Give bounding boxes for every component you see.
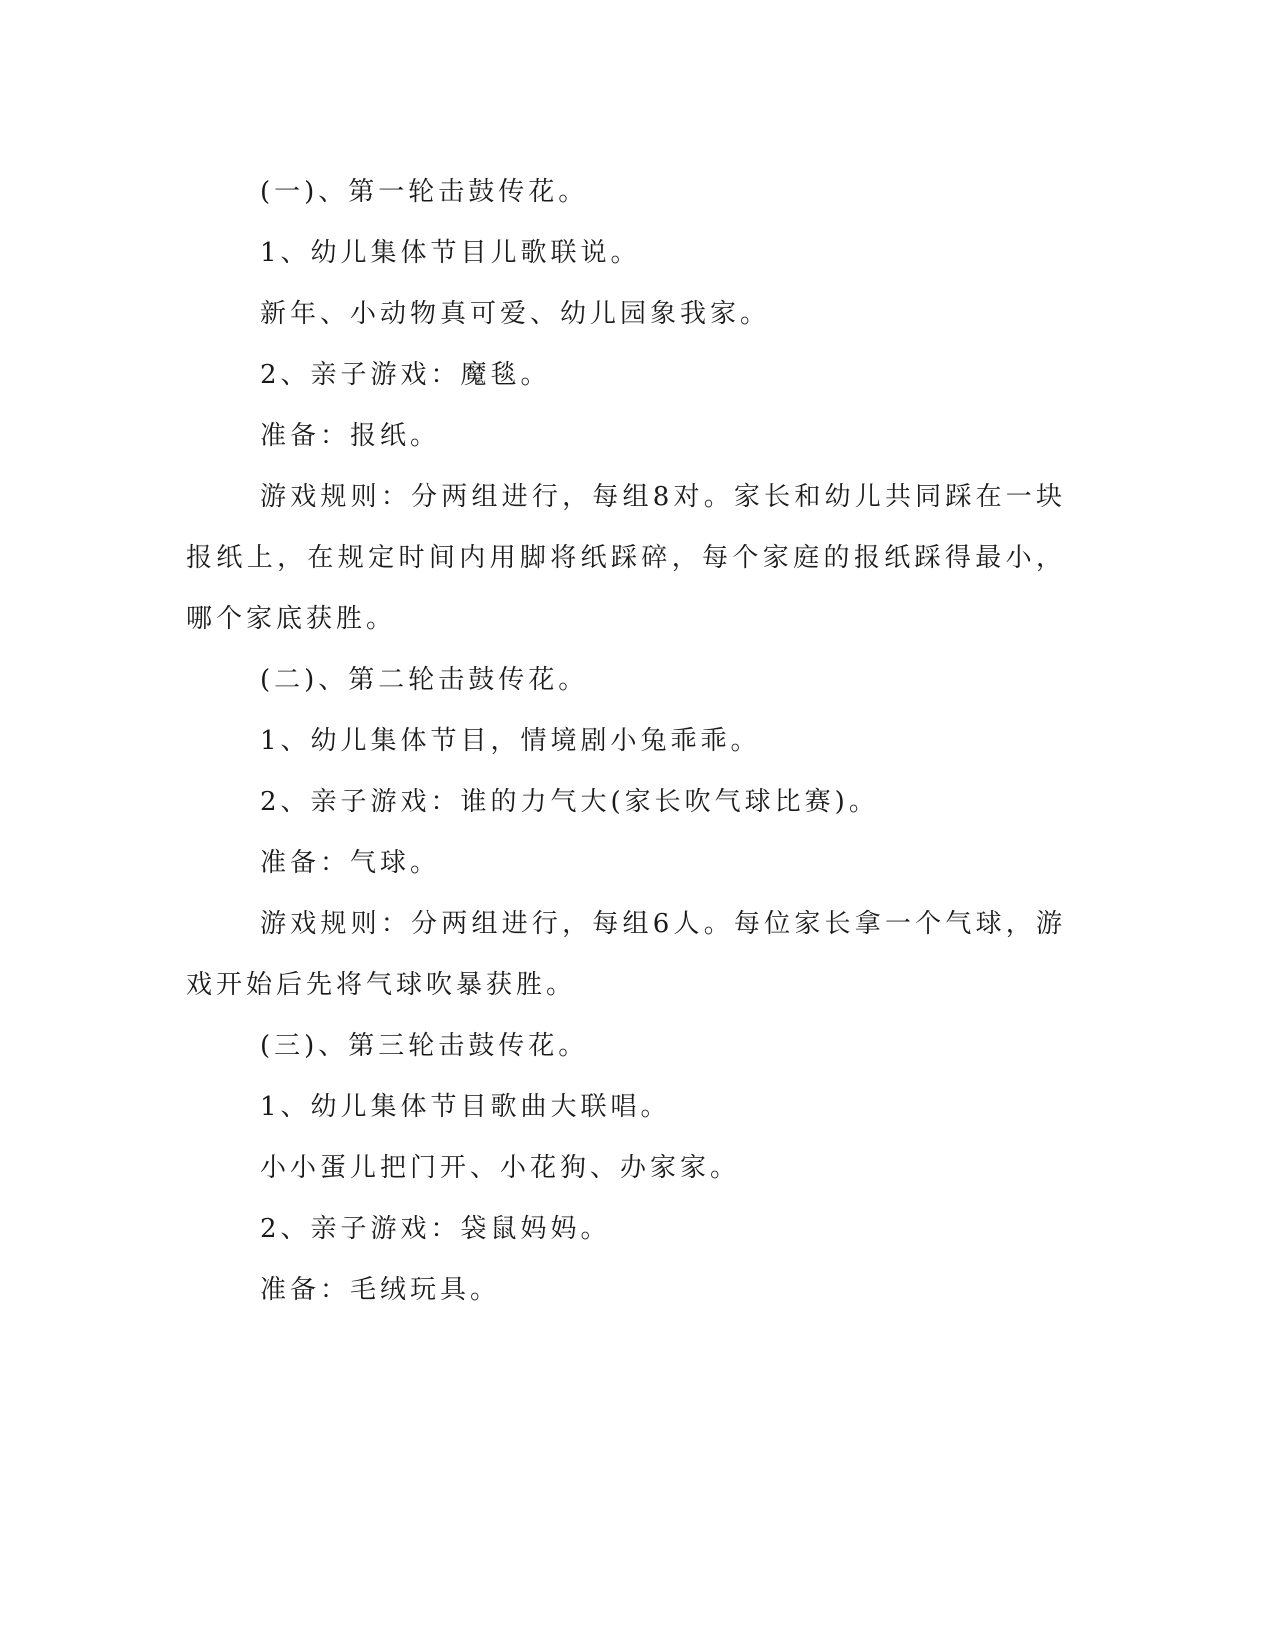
section-heading-round-2: (二)、第二轮击鼓传花。	[260, 665, 589, 695]
rules-paragraph: 游戏规则：分两组进行，每组8对。家长和幼儿共同踩在一块报纸上，在规定时间内用脚将纸踩碎，每个家庭的报纸踩得最小，哪个家底获胜。	[186, 482, 1066, 634]
text-paragraph: 准备：毛绒玩具。	[260, 1275, 501, 1305]
section-heading-round-3: (三)、第三轮击鼓传花。	[260, 1031, 589, 1061]
document-body	[186, 162, 1066, 1321]
list-item: 2、亲子游戏：魔毯。	[260, 360, 551, 390]
text-paragraph: 小小蛋儿把门开、小花狗、办家家。	[260, 1153, 741, 1183]
list-item: 2、亲子游戏：袋鼠妈妈。	[260, 1214, 611, 1244]
text-paragraph: 新年、小动物真可爱、幼儿园象我家。	[260, 299, 771, 329]
section-heading-round-1: (一)、第一轮击鼓传花。	[260, 177, 589, 207]
list-item: 1、幼儿集体节目儿歌联说。	[260, 238, 641, 268]
list-item: 1、幼儿集体节目歌曲大联唱。	[260, 1092, 671, 1122]
list-item: 1、幼儿集体节目，情境剧小兔乖乖。	[260, 726, 761, 756]
text-paragraph: 准备：报纸。	[260, 421, 441, 451]
rules-paragraph: 游戏规则：分两组进行，每组6人。每位家长拿一个气球，游戏开始后先将气球吹暴获胜。	[186, 909, 1066, 1000]
list-item: 2、亲子游戏：谁的力气大(家长吹气球比赛)。	[260, 787, 879, 817]
text-paragraph: 准备：气球。	[260, 848, 441, 878]
